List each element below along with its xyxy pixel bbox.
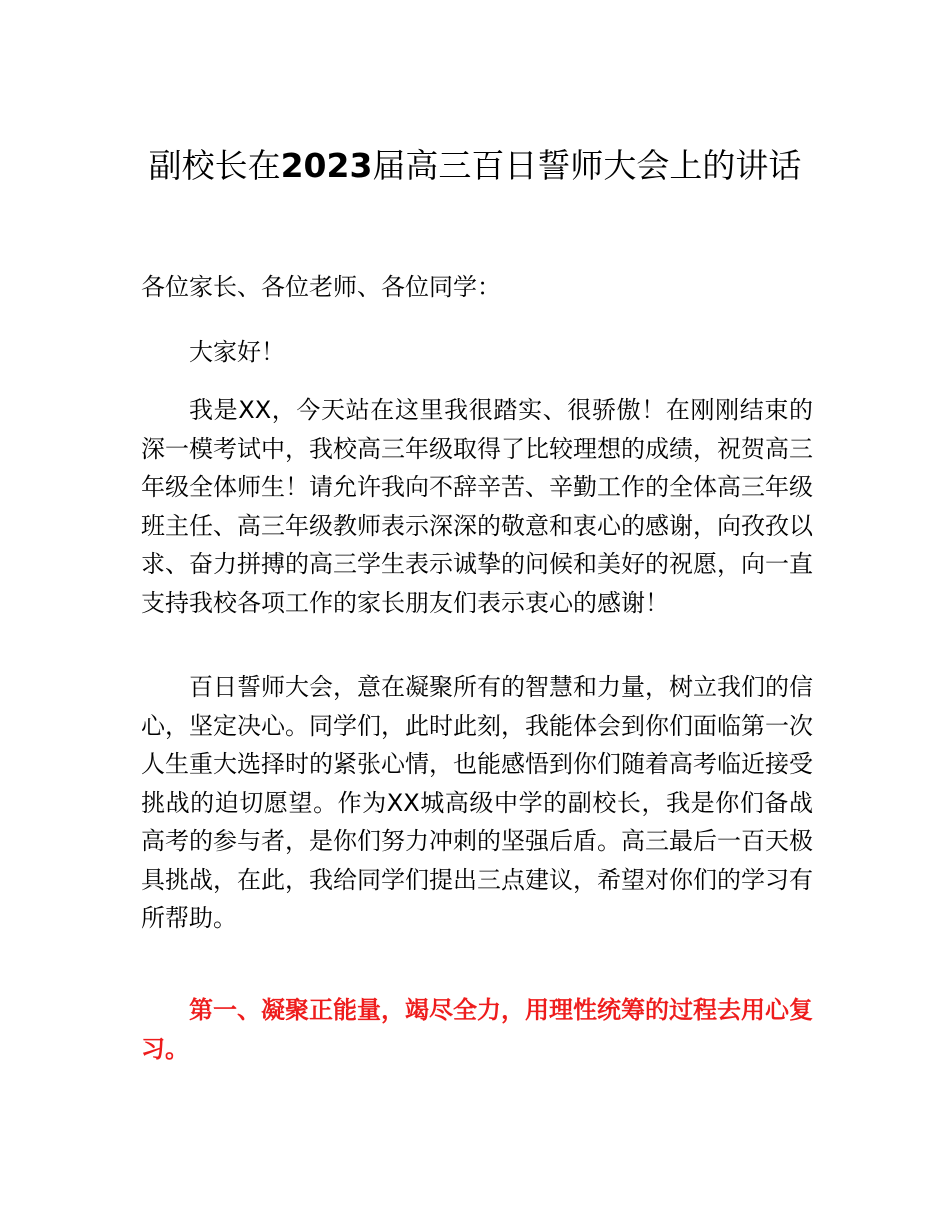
paragraph-1: 我是XX，今天站在这里我很踏实、很骄傲！在刚刚结束的深一模考试中，我校高三年级取得了比较理想的成绩，祝贺高三年级全体师生！请允许我向不辞辛苦、辛勤工作的全体高三年级班主任、高三年级教师表示深深的敬意和衷心的感谢，向孜孜以求、奋力拼搏的高三学生表示诚挚的问候和美好的祝愿，向一直支持我校各项工作的家长朋友们表示衷心的感谢！ (141, 396, 813, 617)
salutation: 各位家长、各位老师、各位同学： (141, 273, 501, 301)
paragraph-2: 百日誓师大会，意在凝聚所有的智慧和力量，树立我们的信心，坚定决心。同学们，此时此刻，我能体会到你们面临第一次人生重大选择时的紧张心情，也能感悟到你们随着高考临近接受挑战的迫切愿望。作为XX城高级中学的副校长，我是你们备战高考的参与者，是你们努力冲刺的坚强后盾。高三最后一百天极具挑战，在此，我给同学们提出三点建议，希望对你们的学习有所帮助。 (141, 673, 813, 932)
title-year: 2023 (280, 146, 373, 185)
title-prefix: 副校长在 (148, 146, 281, 185)
section-heading-1: 第一、凝聚正能量，竭尽全力，用理性统筹的过程去用心复习。 (141, 996, 813, 1063)
title-suffix: 届高三百日誓师大会上的讲话 (372, 146, 802, 185)
greeting: 大家好！ (189, 338, 285, 366)
page-title (120, 140, 830, 191)
